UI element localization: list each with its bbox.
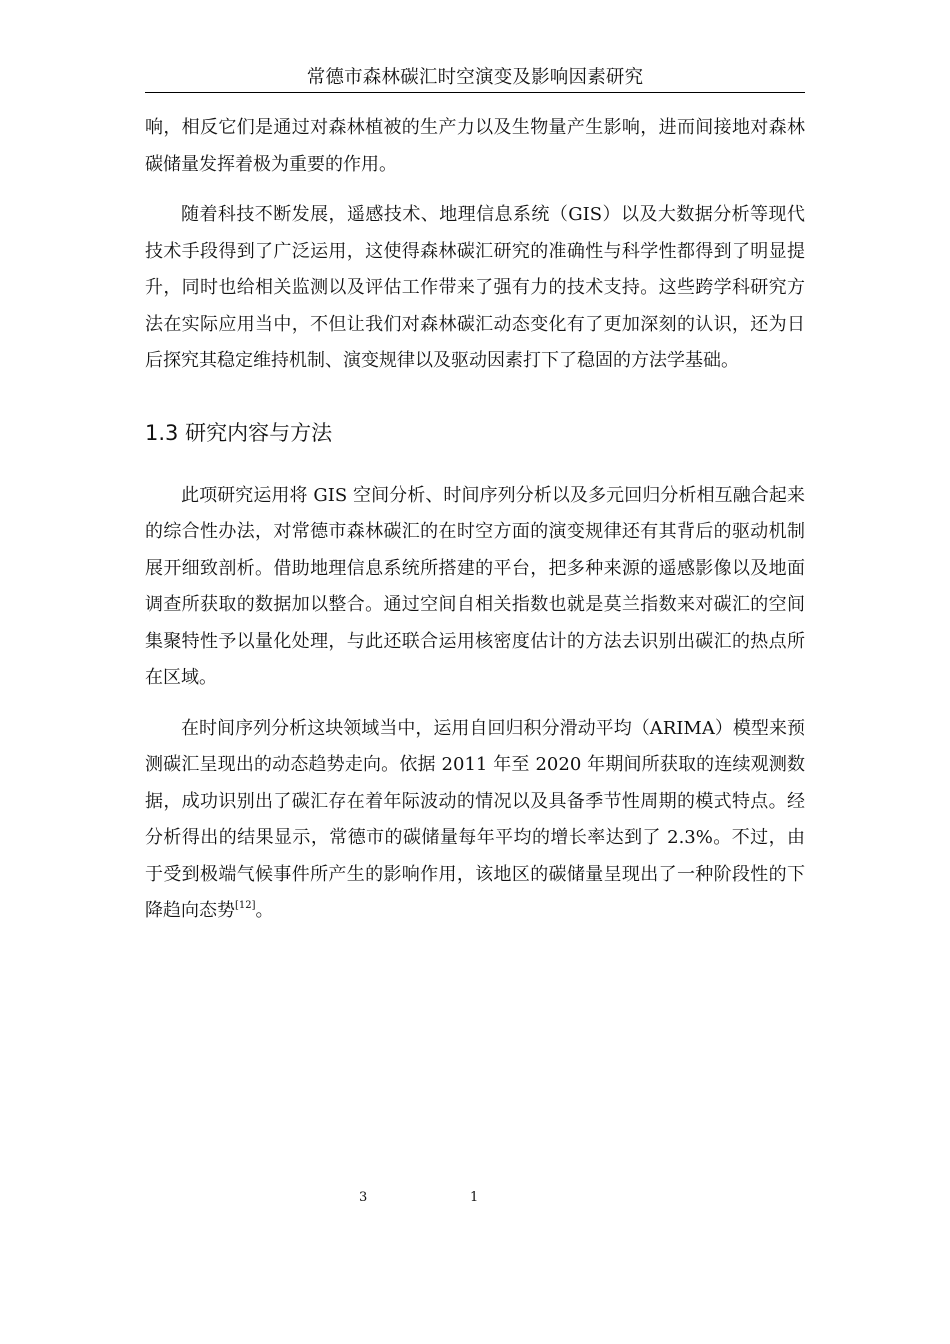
paragraph: 响，相反它们是通过对森林植被的生产力以及生物量产生影响，进而间接地对森林碳储量发挥着极为重要的作用。 [145, 117, 805, 175]
paragraph-with-citation [145, 711, 805, 930]
paragraph: 此项研究运用将 GIS 空间分析、时间序列分析以及多元回归分析相互融合起来的综合性办法，对常德市森林碳汇的在时空方面的演变规律还有其背后的驱动机制展开细致剖析。借助地理信息系统所搭建的平台，把多种来源的遥感影像以及地面调查所获取的数据加以整合。通过空间自相关指数也就是莫兰指数来对碳汇的空间集聚特性予以量化处理，与此还联合运用核密度估计的方法去识别出碳汇的热点所在区域。 [145, 484, 805, 688]
section-heading: 1.3 研究内容与方法 [145, 420, 333, 445]
footer-number: 3 [359, 1190, 368, 1205]
footer-number: 1 [470, 1190, 479, 1205]
citation-ref[interactable]: [12] [235, 900, 256, 911]
page-footer [0, 1190, 950, 1210]
paragraph: 随着科技不断发展，遥感技术、地理信息系统（GIS）以及大数据分析等现代技术手段得到了广泛运用，这使得森林碳汇研究的准确性与科学性都得到了明显提升，同时也给相关监测以及评估工作带来了强有力的技术支持。这些跨学科研究方法在实际应用当中，不但让我们对森林碳汇动态变化有了更加深刻的认识，还为日后探究其稳定维持机制、演变规律以及驱动因素打下了稳固的方法学基础。 [145, 204, 805, 371]
document-body [145, 110, 805, 930]
running-title: 常德市森林碳汇时空演变及影响因素研究 [306, 67, 644, 88]
paragraph-text: 在时间序列分析这块领域当中，运用自回归积分滑动平均（ARIMA）模型来预测碳汇呈现出的动态趋势走向。依据 2011 年至 2020 年期间所获取的连续观测数据，成功识别出了碳汇存在着年际波动的情况以及具备季节性周期的模式特点。经分析得出的结果显示，常德市的碳储量每年平均的增长率达到了 2.3%。不过，由于受到极端气候事件所产生的影响作用，该地区的碳储量呈现出了一种阶段性的下降趋向态势 [145, 717, 805, 921]
paragraph-spacer [145, 183, 805, 197]
paragraph-spacer [145, 697, 805, 711]
paragraph-end-punct: 。 [255, 900, 274, 921]
page-header [145, 64, 805, 93]
